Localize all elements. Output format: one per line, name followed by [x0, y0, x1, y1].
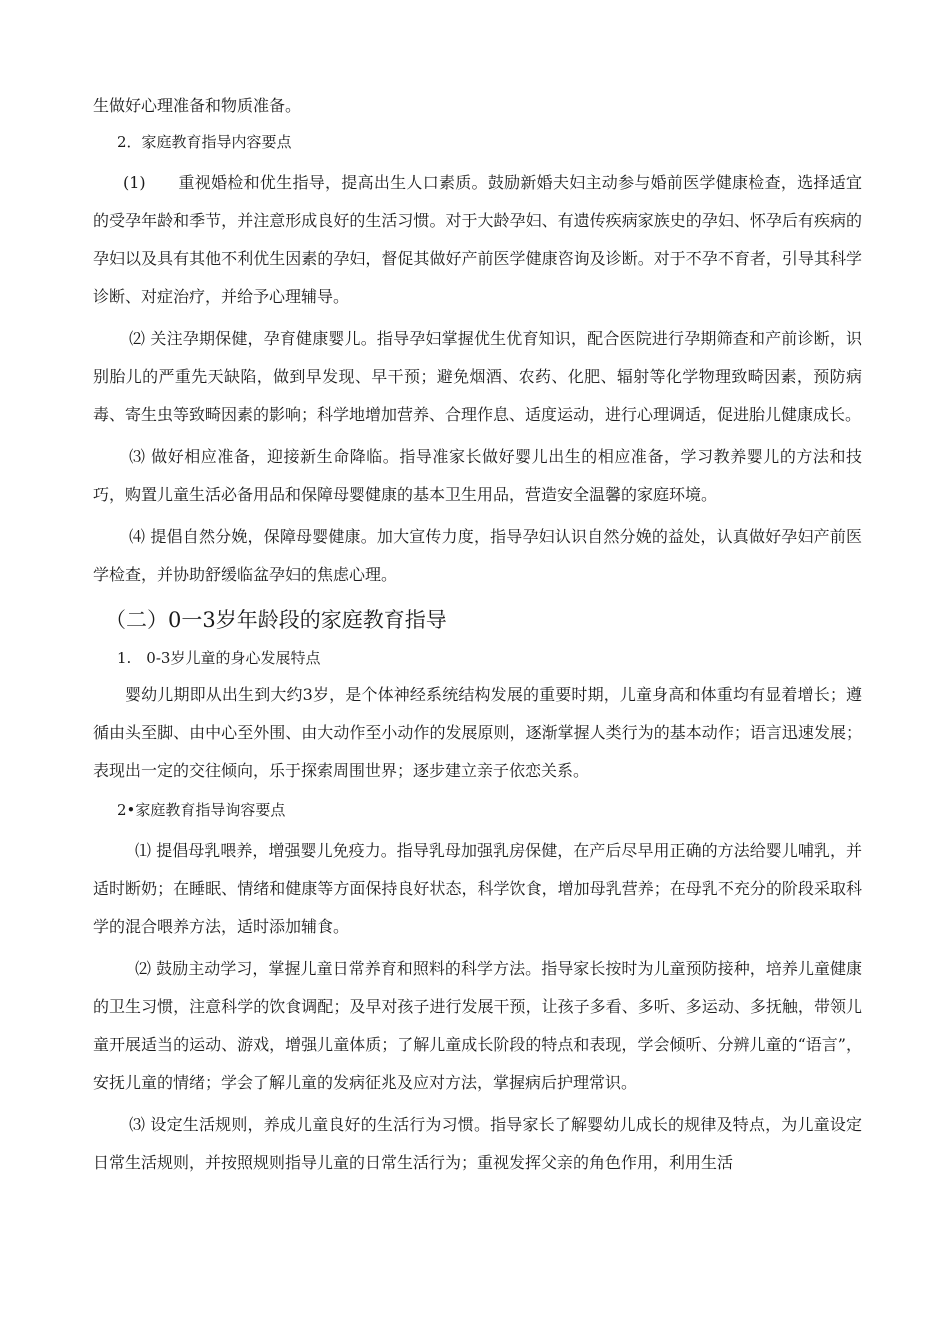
section-title-age-0-3: （二）0一3岁年龄段的家庭教育指导 [105, 608, 447, 632]
paragraph-pregnancy-care: ⑵ 关注孕期保健，孕育健康婴儿。指导孕妇掌握优生优育知识，配合医院进行孕期筛查和产前诊断，识别胎儿的严重先天缺陷，做到早发现、早干预；避免烟酒、农药、化肥、辐射等化学物理致畸因素，预防病毒、寄生虫等致畸因素的影响；科学地增加营养、合理作息、适度运动，进行心理调适，促进胎儿健康成长。 [93, 329, 862, 424]
subheading-prenatal-guidance-points: 2．家庭教育指导内容要点 [117, 133, 292, 151]
subheading-development-characteristics: 1. 0-3岁儿童的身心发展特点 [117, 649, 321, 667]
paragraph-natural-delivery: ⑷ 提倡自然分娩，保障母婴健康。加大宣传力度，指导孕妇认识自然分娩的益处，认真做好孕妇产前医学检查，并协助舒缓临盆孕妇的焦虑心理。 [93, 527, 862, 584]
paragraph-care-methods: ⑵ 鼓励主动学习，掌握儿童日常养育和照料的科学方法。指导家长按时为儿童预防接种，培养儿童健康的卫生习惯，注意科学的饮食调配；及早对孩子进行发展干预，让孩子多看、多听、多运动、多抚触，带领儿童开展适当的运动、游戏，增强儿童体质；了解儿童成长阶段的特点和表现，学会倾听、分辨儿童的“语言”，安抚儿童的情绪；学会了解儿童的发病征兆及应对方法，掌握病后护理常识。 [93, 959, 862, 1092]
paragraph-birth-preparation: ⑶ 做好相应准备，迎接新生命降临。指导准家长做好婴儿出生的相应准备，学习教养婴儿的方法和技巧，购置儿童生活必备用品和保障母婴健康的基本卫生用品，营造安全温馨的家庭环境。 [93, 447, 862, 504]
paragraph-infant-development: 婴幼儿期即从出生到大约3岁，是个体神经系统结构发展的重要时期，儿童身高和体重均有显着增长；遵循由头至脚、由中心至外围、由大动作至小动作的发展原则，逐渐掌握人类行为的基本动作；语言迅速发展；表现出一定的交往倾向，乐于探索周围世界；逐步建立亲子依恋关系。 [93, 685, 862, 780]
paragraph-living-rules: ⑶ 设定生活规则，养成儿童良好的生活行为习惯。指导家长了解婴幼儿成长的规律及特点，为儿童设定日常生活规则，并按照规则指导儿童的日常生活行为；重视发挥父亲的角色作用，利用生活 [93, 1115, 862, 1172]
paragraph-breastfeeding: ⑴ 提倡母乳喂养，增强婴儿免疫力。指导乳母加强乳房保健，在产后尽早用正确的方法给婴儿哺乳，并适时断奶；在睡眠、情绪和健康等方面保持良好状态，科学饮食，增加母乳营养；在母乳不充分的阶段采取科学的混合喂养方法，适时添加辅食。 [93, 841, 862, 936]
subheading-infant-guidance-points: 2•家庭教育指导询容要点 [117, 801, 286, 819]
paragraph-continuation: 生做好心理准备和物质准备。 [93, 96, 302, 115]
paragraph-marriage-checkup: (1) 重视婚检和优生指导，提高出生人口素质。鼓励新婚夫妇主动参与婚前医学健康检查，选择适宜的受孕年龄和季节，并注意形成良好的生活习惯。对于大龄孕妇、有遗传疾病家族史的孕妇、怀孕后有疾病的孕妇以及具有其他不利优生因素的孕妇，督促其做好产前医学健康咨询及诊断。对于不孕不育者，引导其科学诊断、对症治疗，并给予心理辅导。 [93, 173, 862, 306]
